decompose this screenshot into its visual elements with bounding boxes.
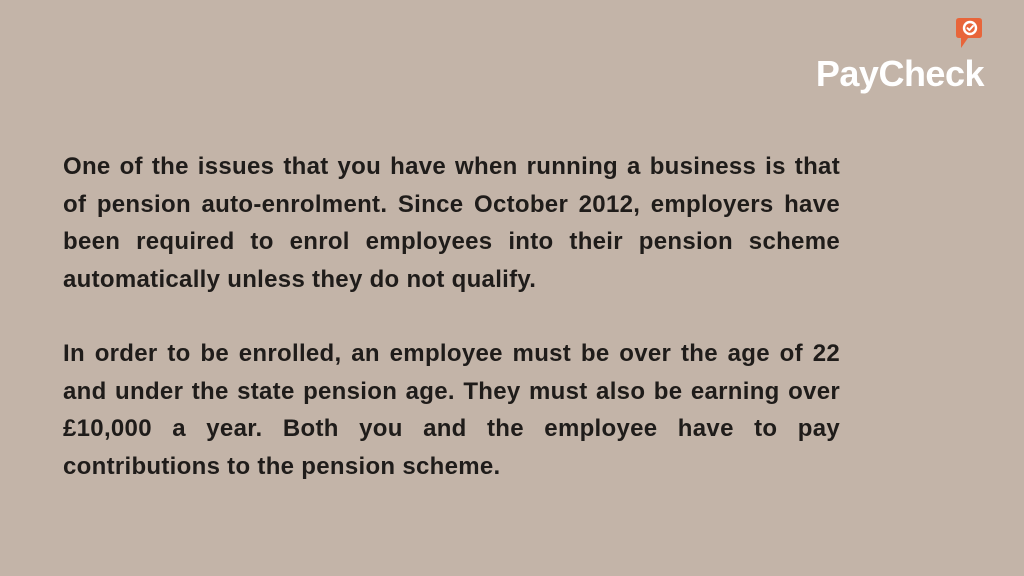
brand-name: PayCheck: [815, 53, 984, 94]
paragraph-auto-enrolment: One of the issues that you have when running a business is that of pension auto-enrolment. Since October 2012, employers have been required to enrol employees into their pension scheme automatically unless they do not qualify.: [63, 153, 840, 293]
main-text: [63, 148, 840, 485]
paragraph-eligibility: In order to be enrolled, an employee must be over the age of 22 and under the state pension age. They must also be earning over £10,000 a year. Both you and the employee have to pay contributions to the pension scheme.: [63, 340, 840, 480]
paycheck-logo: [804, 16, 984, 100]
paycheck-logo-icon: [954, 16, 984, 56]
